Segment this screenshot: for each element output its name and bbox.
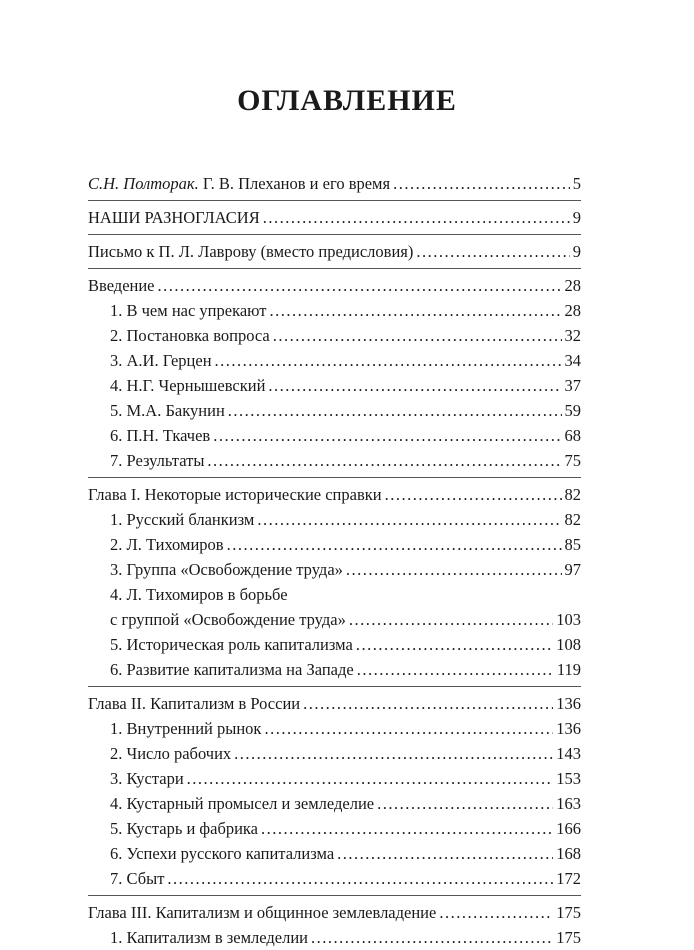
toc-entry-label: 3. Группа «Освобождение труда» [110, 560, 343, 579]
leader-dots [273, 323, 562, 348]
leader-dots [385, 482, 562, 507]
toc-entry-label: 1. Русский бланкизм [110, 510, 255, 529]
toc-entry-page: 97 [564, 560, 581, 579]
toc-entry-page: 168 [556, 844, 581, 863]
toc-entry[interactable] [88, 532, 581, 557]
toc-entry[interactable] [88, 507, 581, 532]
toc-entry-label: 5. Кустарь и фабрика [110, 819, 259, 838]
toc-entry-page: 82 [564, 510, 581, 529]
toc-entry-label: Письмо к П. Л. Лаврову (вместо предисловия) [88, 242, 414, 261]
toc-entry-label: 4. Л. Тихомиров в борьбе [110, 585, 288, 604]
toc-entry-label: 2. Число рабочих [110, 744, 232, 763]
toc-entry-page: 28 [564, 301, 581, 320]
toc-entry-label: 3. А.И. Герцен [110, 351, 212, 370]
toc-entry[interactable] [88, 866, 581, 891]
toc-entry-label: НАШИ РАЗНОГЛАСИЯ [88, 208, 260, 227]
section-divider [88, 234, 581, 235]
leader-dots [337, 841, 553, 866]
toc-entry[interactable] [88, 482, 581, 507]
toc-entry-label: 3. Кустари [110, 769, 184, 788]
toc-entry-label: 4. Н.Г. Чернышевский [110, 376, 266, 395]
toc-entry-page: 9 [572, 242, 581, 261]
leader-dots [227, 532, 562, 557]
toc-entry[interactable] [88, 691, 581, 716]
leader-dots [346, 557, 562, 582]
toc-entry[interactable] [88, 657, 581, 682]
toc-entry-page: 37 [564, 376, 581, 395]
toc-entry[interactable] [88, 716, 581, 741]
toc-entry-page: 163 [556, 794, 581, 813]
toc-entry[interactable] [88, 298, 581, 323]
toc-entry[interactable] [88, 448, 581, 473]
toc-entry-page: 175 [556, 928, 581, 947]
section-divider [88, 686, 581, 687]
toc-entry-page: 68 [564, 426, 581, 445]
leader-dots [416, 239, 569, 264]
toc-entry-label: 2. Л. Тихомиров [110, 535, 224, 554]
leader-dots [207, 448, 561, 473]
toc-entry[interactable] [88, 239, 581, 264]
toc-entry-page: 136 [556, 719, 581, 738]
toc-entry[interactable] [88, 557, 581, 582]
toc-entry[interactable] [88, 348, 581, 373]
toc-entry-label: 4. Кустарный промысел и земледелие [110, 794, 375, 813]
leader-dots [158, 273, 562, 298]
toc-entry-label: 1. В чем нас упрекают [110, 301, 267, 320]
toc-entry[interactable] [88, 171, 581, 196]
toc-entry-page: 153 [556, 769, 581, 788]
toc-entry-label: 7. Сбыт [110, 869, 165, 888]
leader-dots [234, 741, 553, 766]
toc-entry[interactable] [88, 632, 581, 657]
leader-dots [264, 716, 553, 741]
leader-dots [357, 657, 554, 682]
toc-entry-page: 9 [572, 208, 581, 227]
toc-entry[interactable] [88, 398, 581, 423]
toc-entry[interactable] [88, 900, 581, 925]
toc-entry-page: 103 [556, 610, 581, 629]
toc-entry[interactable] [88, 373, 581, 398]
section-divider [88, 895, 581, 896]
toc-entry[interactable] [88, 273, 581, 298]
toc-entry-label: Глава I. Некоторые исторические справки [88, 485, 382, 504]
toc-entry-label: 5. Историческая роль капитализма [110, 635, 353, 654]
toc-entry-page: 166 [556, 819, 581, 838]
toc-entry-label: 2. Постановка вопроса [110, 326, 270, 345]
toc-entry[interactable] [88, 766, 581, 791]
toc-entry-page: 59 [564, 401, 581, 420]
toc-entry[interactable] [88, 816, 581, 841]
toc-entry-page: 28 [564, 276, 581, 295]
toc-entry-page: 32 [564, 326, 581, 345]
toc-entry-label: С.Н. Полторак. Г. В. Плеханов и его время [88, 174, 391, 193]
toc-entry-page: 143 [556, 744, 581, 763]
toc-entry-label: 6. П.Н. Ткачев [110, 426, 211, 445]
leader-dots [303, 691, 553, 716]
toc-entry-label: 5. М.А. Бакунин [110, 401, 225, 420]
toc-entry-author: С.Н. Полторак. [88, 174, 199, 193]
toc-entry-page: 172 [556, 869, 581, 888]
leader-dots [263, 205, 570, 230]
toc-entry[interactable] [88, 582, 581, 607]
toc-entry-page: 34 [564, 351, 581, 370]
leader-dots [439, 900, 553, 925]
leader-dots [167, 866, 553, 891]
toc-entry-page: 75 [564, 451, 581, 470]
toc-entry-label: Глава III. Капитализм и общинное землевладение [88, 903, 437, 922]
toc-entry-page: 119 [556, 660, 581, 679]
leader-dots [213, 423, 561, 448]
toc-entry-page: 82 [564, 485, 581, 504]
toc-entry-label: 1. Капитализм в земледелии [110, 928, 308, 947]
toc-entry-label: Глава II. Капитализм в России [88, 694, 301, 713]
leader-dots [269, 298, 561, 323]
toc-entry-label: 1. Внутренний рынок [110, 719, 262, 738]
toc-entry[interactable] [88, 791, 581, 816]
leader-dots [257, 507, 561, 532]
section-divider [88, 200, 581, 201]
toc-entry-label: с группой «Освобождение труда» [110, 610, 346, 629]
leader-dots [268, 373, 561, 398]
toc-entry[interactable] [88, 741, 581, 766]
leader-dots [311, 925, 553, 950]
leader-dots [356, 632, 553, 657]
toc-entry-page: 85 [564, 535, 581, 554]
toc-entry[interactable] [88, 323, 581, 348]
toc-entry[interactable] [88, 423, 581, 448]
leader-dots [377, 791, 553, 816]
leader-dots [215, 348, 562, 373]
toc-entry[interactable] [88, 925, 581, 950]
page-title: ОГЛАВЛЕНИЕ [237, 84, 457, 117]
toc-entry-page: 136 [556, 694, 581, 713]
section-divider [88, 477, 581, 478]
leader-dots [393, 171, 570, 196]
toc-entry-label: Введение [88, 276, 155, 295]
toc-entry-page: 5 [572, 174, 581, 193]
leader-dots [187, 766, 554, 791]
toc-entry[interactable] [88, 841, 581, 866]
toc-entry-label: 6. Развитие капитализма на Западе [110, 660, 354, 679]
leader-dots [228, 398, 562, 423]
section-divider [88, 268, 581, 269]
toc-entry-label: 7. Результаты [110, 451, 205, 470]
toc-entry-page: 175 [556, 903, 581, 922]
toc-entry[interactable] [88, 205, 581, 230]
toc-entry[interactable] [88, 607, 581, 632]
table-of-contents [88, 171, 581, 950]
toc-entry-label: 6. Успехи русского капитализма [110, 844, 335, 863]
toc-entry-page: 108 [556, 635, 581, 654]
leader-dots [349, 607, 553, 632]
leader-dots [261, 816, 553, 841]
